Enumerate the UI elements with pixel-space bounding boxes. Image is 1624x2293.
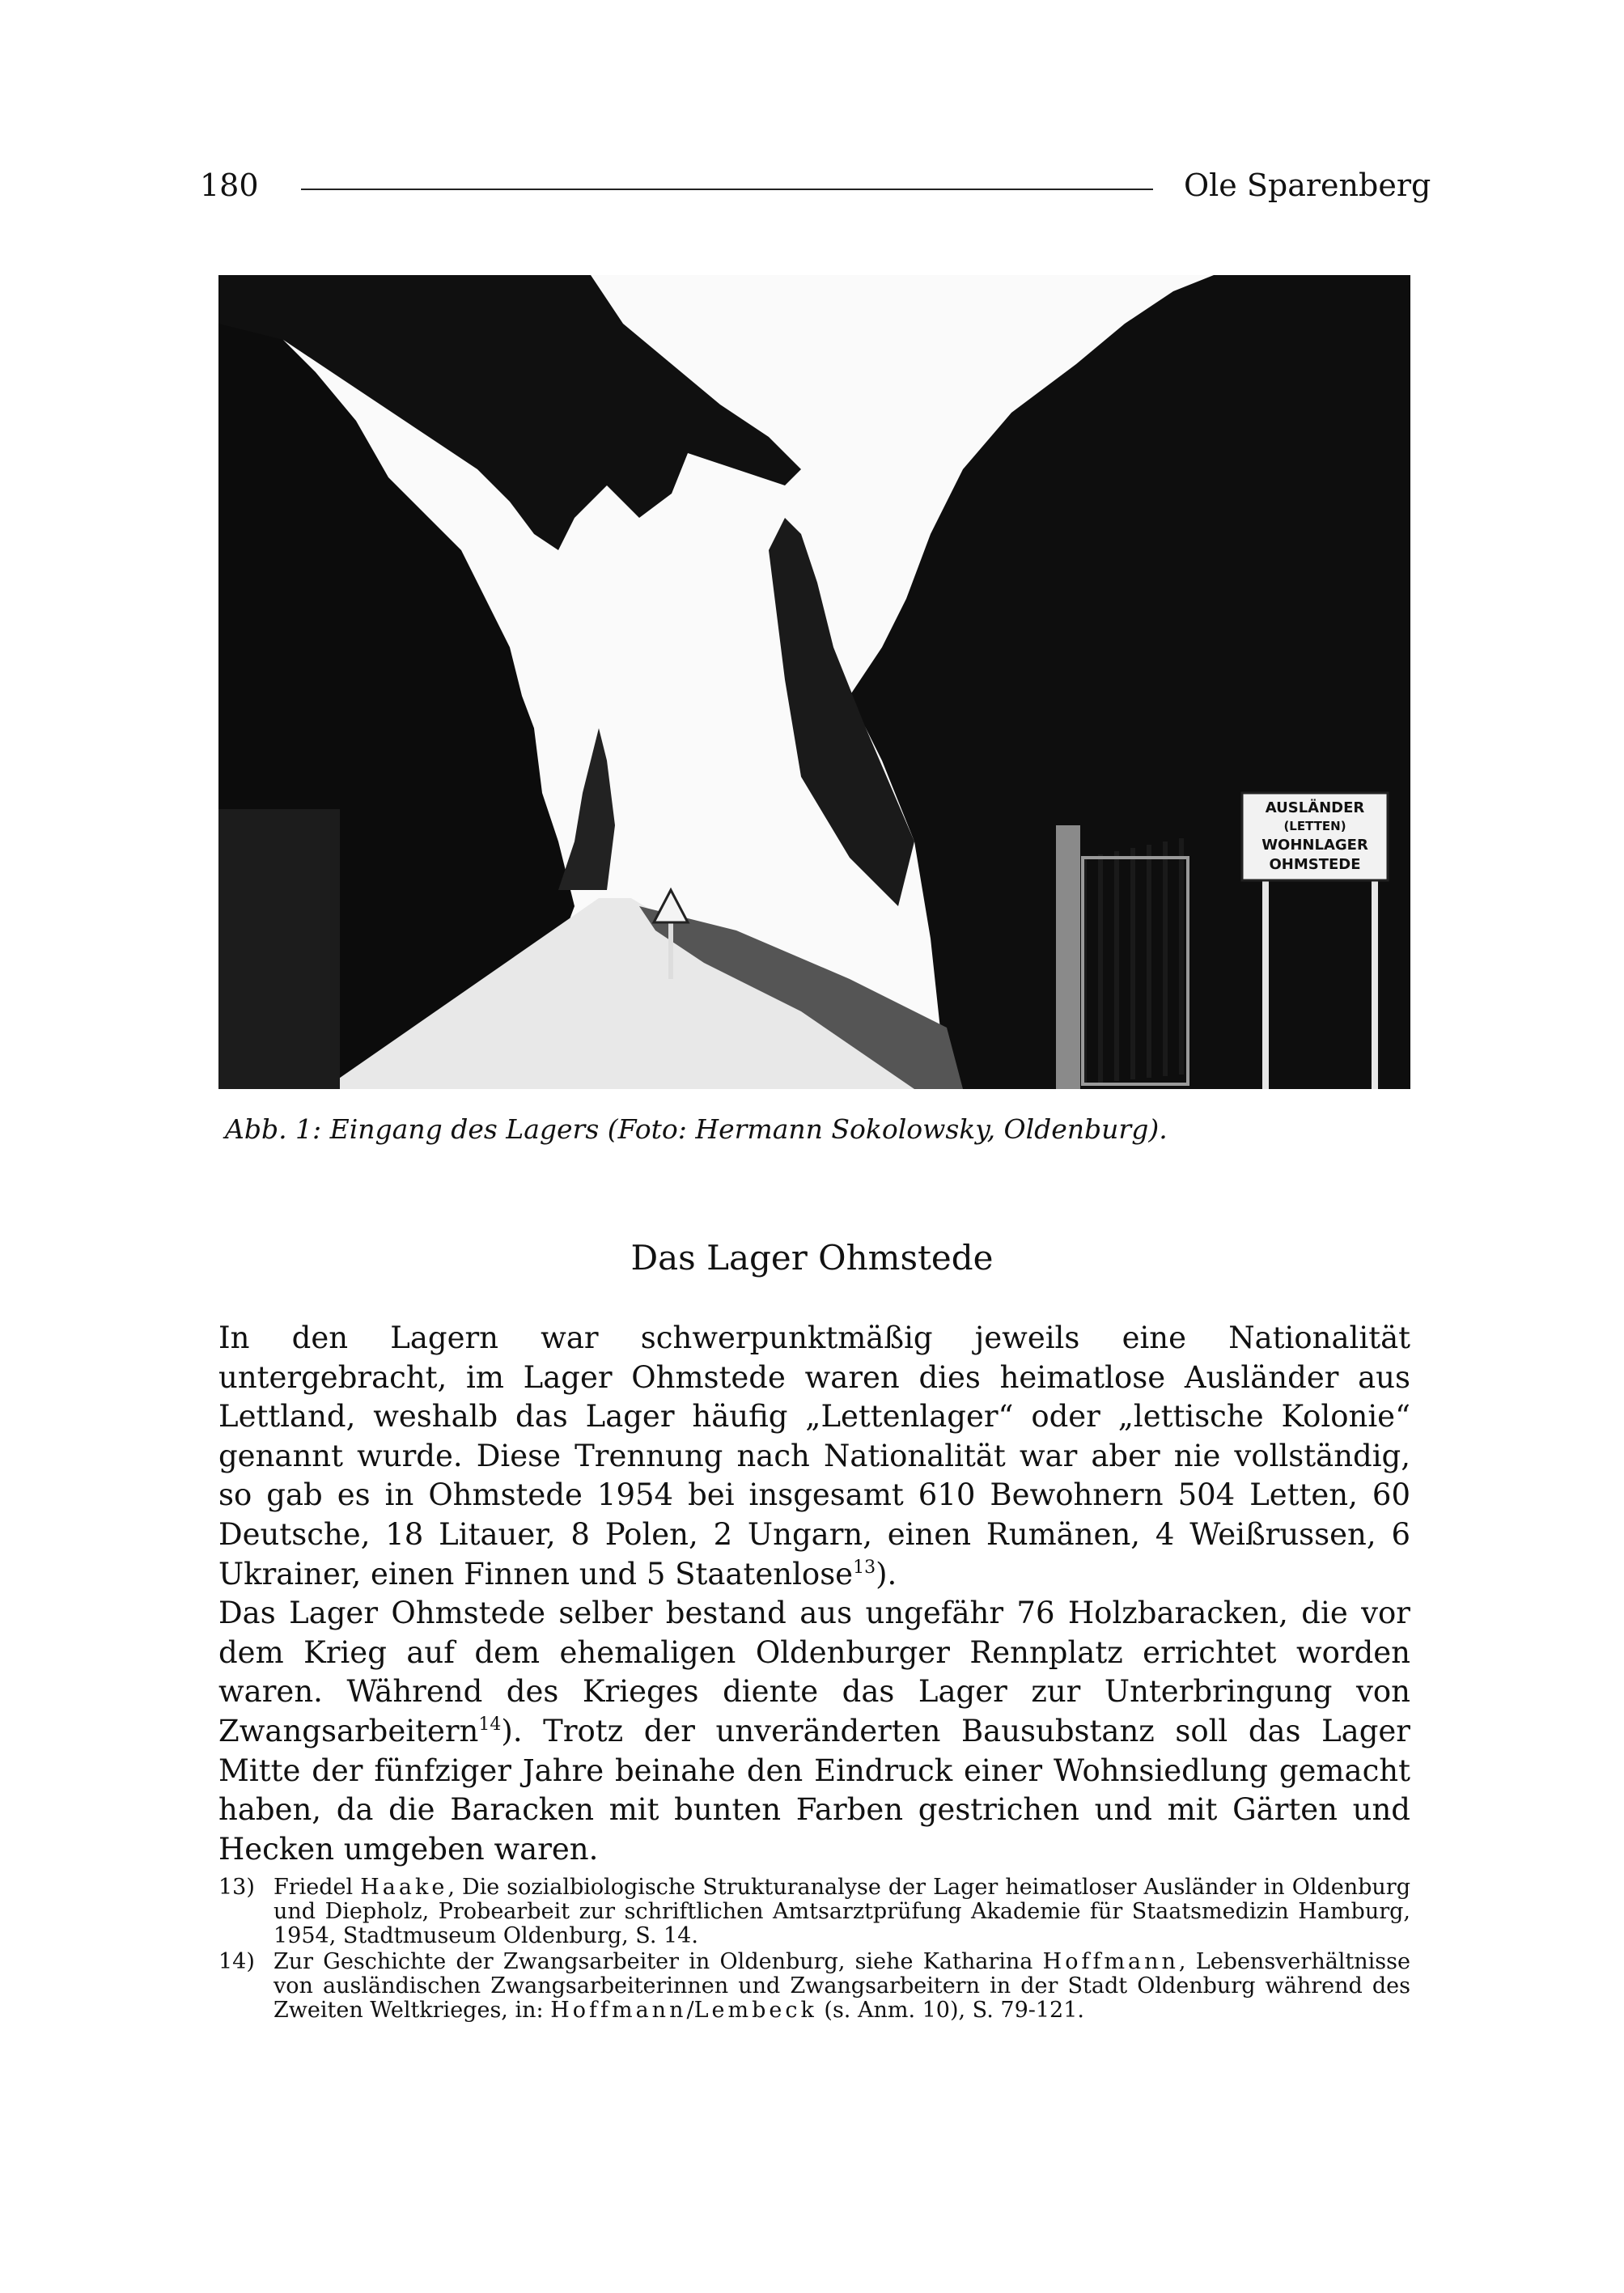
footnotes	[218, 1876, 1410, 2024]
running-head: Ole Sparenberg	[1184, 167, 1431, 203]
camp-sign-post-left	[1262, 858, 1269, 1089]
camp-sign-line-2: (LETTEN)	[1283, 819, 1346, 833]
footnote-body: , Die sozialbiologische Strukturanalyse der Lager heimatloser Ausländer in Oldenburg und Diepholz, Probearbeit zur schriftlichen Amtsarztprüfung Akademie für Staatsmedizin Hamburg, 1954, Stadtmuseum Oldenburg, S. 14.	[273, 1875, 1410, 1948]
body-text	[218, 1319, 1410, 1869]
footnote-number: 13)	[218, 1875, 255, 1900]
hedge	[218, 809, 340, 1089]
camp-sign-line-4: OHMSTEDE	[1269, 856, 1361, 873]
footnote-text	[273, 1950, 1410, 2023]
camp-sign-line-1: AUSLÄNDER	[1265, 799, 1365, 816]
footnote-body: (s. Anm. 10), S. 79-121.	[824, 1998, 1084, 2023]
footnote-author: Friedel	[273, 1875, 354, 1900]
paragraph	[218, 1319, 1410, 1594]
footnote	[218, 1876, 1410, 1948]
footnote-ref: 14	[478, 1714, 502, 1735]
road-sign-post	[668, 922, 673, 979]
footnote-body: Zur Geschichte der Zwangsarbeiter in Oldenburg, siehe Katharina	[273, 1949, 1033, 1974]
paragraph-text-end: ).	[876, 1556, 897, 1592]
paragraph-text-end: ). Trotz der unveränderten Bausubstanz soll das Lager Mitte der fünfziger Jahre beinahe den Eindruck einer Wohnsiedlung gemacht haben, da die Baracken mit bunten Farben gestrichen und mit Gärten und Hecken umgeben waren.	[218, 1713, 1410, 1867]
footnote-author-spaced: Hoffmann	[1042, 1949, 1179, 1974]
footnote-number: 14)	[218, 1949, 255, 1974]
footnote-ref: 13	[853, 1557, 876, 1578]
footnote	[218, 1950, 1410, 2023]
paragraph	[218, 1594, 1410, 1869]
footnote-separator: /	[686, 1998, 694, 2023]
footnote-author-spaced: Haake	[360, 1875, 448, 1900]
paragraph-text: Das Lager Ohmstede selber bestand aus ungefähr 76 Holzbaracken, die vor dem Krieg auf dem ehemaligen Oldenburger Rennplatz errichtet worden waren. Während des Krieges diente das Lager zur Unterbringung von Zwangsarbeitern	[218, 1596, 1410, 1748]
footnote-author-spaced: Hoffmann	[550, 1998, 687, 2023]
gate-post	[1056, 825, 1080, 1089]
figure-caption: Abb. 1: Eingang des Lagers (Foto: Hermann Sokolowsky, Oldenburg).	[225, 1113, 1168, 1145]
header-rule	[301, 189, 1153, 190]
paragraph-text: In den Lagern war schwerpunktmäßig jeweils eine Nationalität untergebracht, im Lager Ohmstede waren dies heimatlose Ausländer aus Lettland, weshalb das Lager häufig „Lettenlager“ oder „lettische Kolonie“ genannt wurde. Diese Trennung nach Nationalität war aber nie vollständig, so gab es in Ohmstede 1954 bei insgesamt 610 Bewohnern 504 Letten, 60 Deutsche, 18 Litauer, 8 Polen, 2 Ungarn, einen Rumänen, 4 Weißrussen, 6 Ukrainer, einen Finnen und 5 Staatenlose	[218, 1320, 1410, 1592]
camp-sign-post-right	[1372, 858, 1378, 1089]
footnote-body: , Lebensverhältnisse von ausländischen Zwangsarbeiterinnen und Zwangsarbeitern in der Stadt Oldenburg während des Zweiten Weltkrieges, in:	[273, 1949, 1410, 2023]
footnote-author-spaced: Lembeck	[693, 1998, 817, 2023]
gate	[1084, 838, 1181, 1084]
section-title: Das Lager Ohmstede	[630, 1238, 994, 1278]
figure-photo	[218, 275, 1410, 1089]
footnote-text	[273, 1876, 1410, 1948]
page-number: 180	[200, 167, 259, 203]
camp-sign-line-3: WOHNLAGER	[1261, 837, 1368, 854]
